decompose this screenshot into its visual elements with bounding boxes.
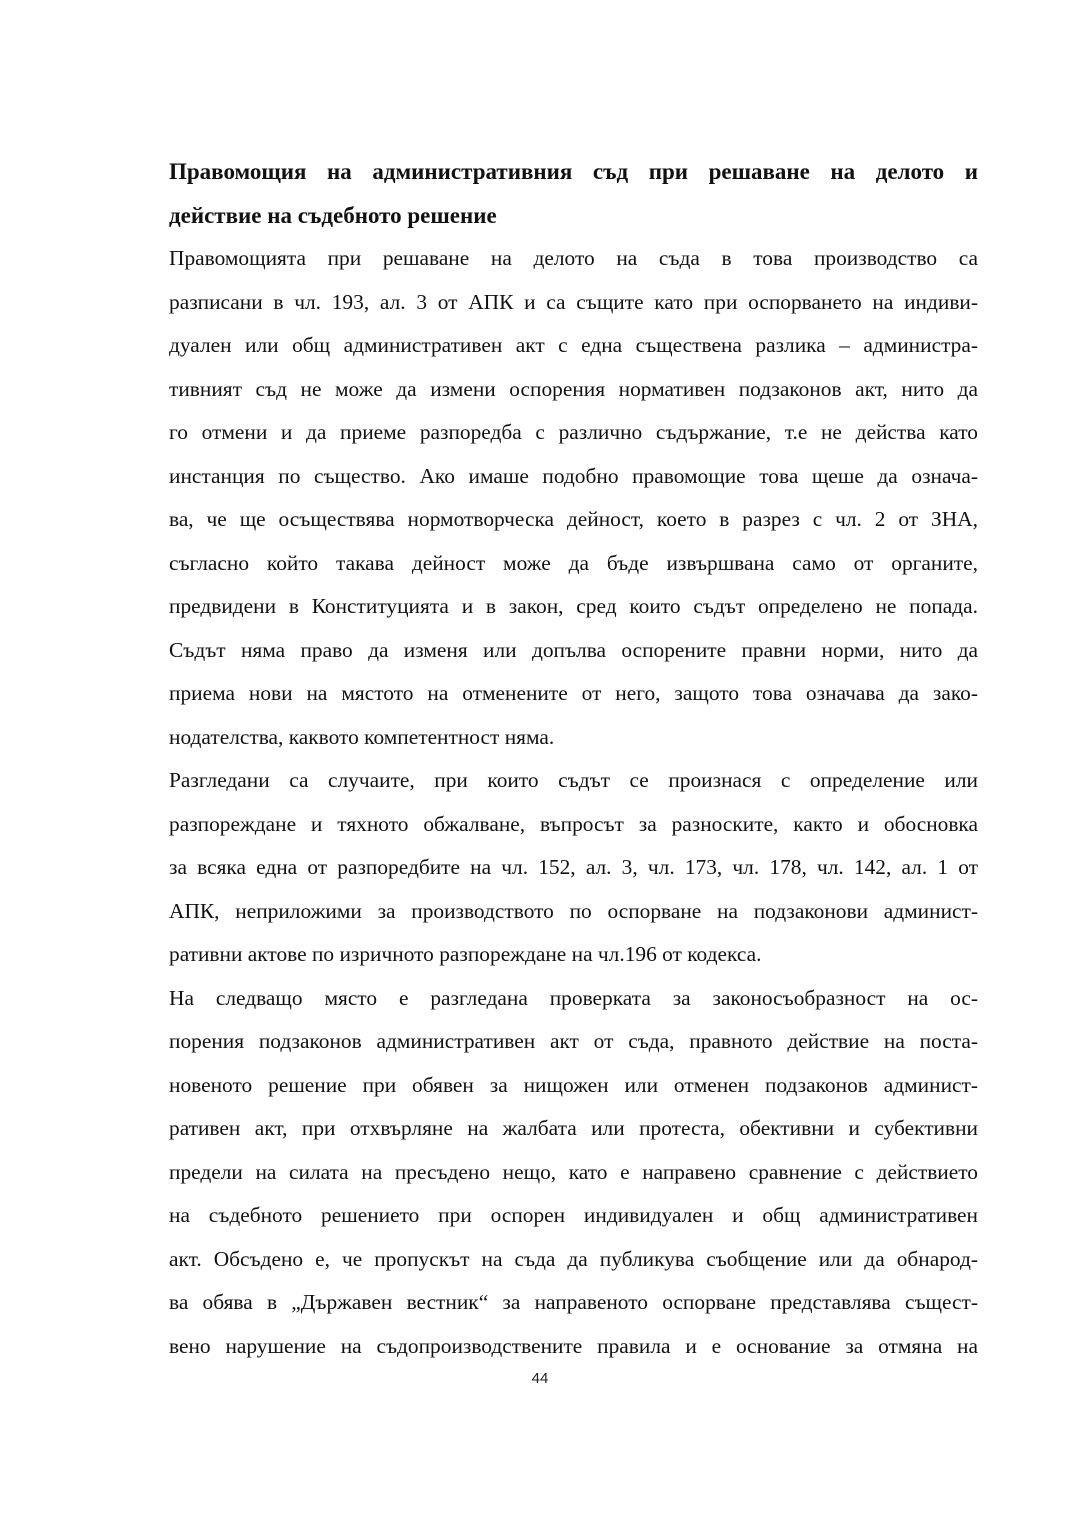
text-line: ва, че ще осъществява нормотворческа дейност, което в разрез с чл. 2 от ЗНА, [169, 507, 978, 531]
text-line: акт. Обсъдено е, че пропускът на съда да публикува съобщение или да обнарод- [169, 1246, 978, 1271]
section-heading-line: Правомощия на административния съд при решаване на делото и [169, 159, 978, 184]
text-line: инстанция по същество. Ако имаше подобно правомощие това щеше да означа- [169, 463, 978, 488]
document-body [104, 150, 978, 1368]
text-line: На следващо място е разгледана проверката за законосъобразност на ос- [169, 985, 978, 1010]
text-line: Правомощията при решаване на делото на съда в това производство са [169, 246, 978, 270]
text-line: ративен акт, при отхвърляне на жалбата или протеста, обективни и субективни [169, 1116, 978, 1140]
text-line: нодателства, каквото компетентност няма. [169, 724, 555, 749]
paragraph [104, 237, 978, 759]
text-line: порения подзаконов административен акт от съда, правното действие на поста- [169, 1029, 978, 1053]
text-line: АПК, неприложими за производството по оспорване на подзаконови админист- [169, 898, 978, 923]
section-heading-line: действие на съдебното решение [169, 202, 497, 228]
text-line: дуален или общ административен акт с една съществена разлика – администра- [169, 333, 978, 357]
page-number: 44 [531, 1370, 549, 1387]
text-line: предели на силата на пресъдено нещо, като е направено сравнение с действието [169, 1159, 978, 1184]
paragraph [104, 977, 978, 1369]
text-line: съгласно който такава дейност може да бъде извършвана само от органите, [169, 550, 978, 575]
text-line: за всяка една от разпоредбите на чл. 152, ал. 3, чл. 173, чл. 178, чл. 142, ал. 1 от [169, 855, 978, 879]
text-line: Съдът няма право да изменя или допълва оспорените правни норми, нито да [169, 637, 978, 662]
paragraph [104, 759, 978, 977]
text-line: Разгледани са случаите, при които съдът се произнася с определение или [169, 768, 978, 792]
section-heading [104, 150, 978, 237]
text-line: новеното решение при обявен за нищожен или отменен подзаконов админист- [169, 1072, 978, 1097]
text-line: го отмени и да приеме разпоредба с различно съдържание, т.е не действа като [169, 420, 978, 444]
text-line: разпореждане и тяхното обжалване, въпросът за разноските, както и обосновка [169, 811, 978, 836]
text-line: ративни актове по изричното разпореждане на чл.196 от кодекса. [169, 942, 762, 966]
text-line: на съдебното решението при оспорен индивидуален и общ административен [169, 1203, 978, 1227]
text-line: предвидени в Конституцията и в закон, сред които съдът определено не попада. [169, 594, 978, 618]
text-line: тивният съд не може да измени оспорения нормативен подзаконов акт, нито да [169, 376, 978, 401]
text-line: разписани в чл. 193, ал. 3 от АПК и са същите като при оспорването на индиви- [169, 289, 978, 314]
text-line: приема нови на мястото на отменените от него, защото това означава да зако- [169, 681, 978, 705]
text-line: вено нарушение на съдопроизводствените правила и е основание за отмяна на [169, 1333, 978, 1358]
text-line: ва обява в „Държавен вестник“ за направеното оспорване представлява същест- [169, 1290, 978, 1314]
